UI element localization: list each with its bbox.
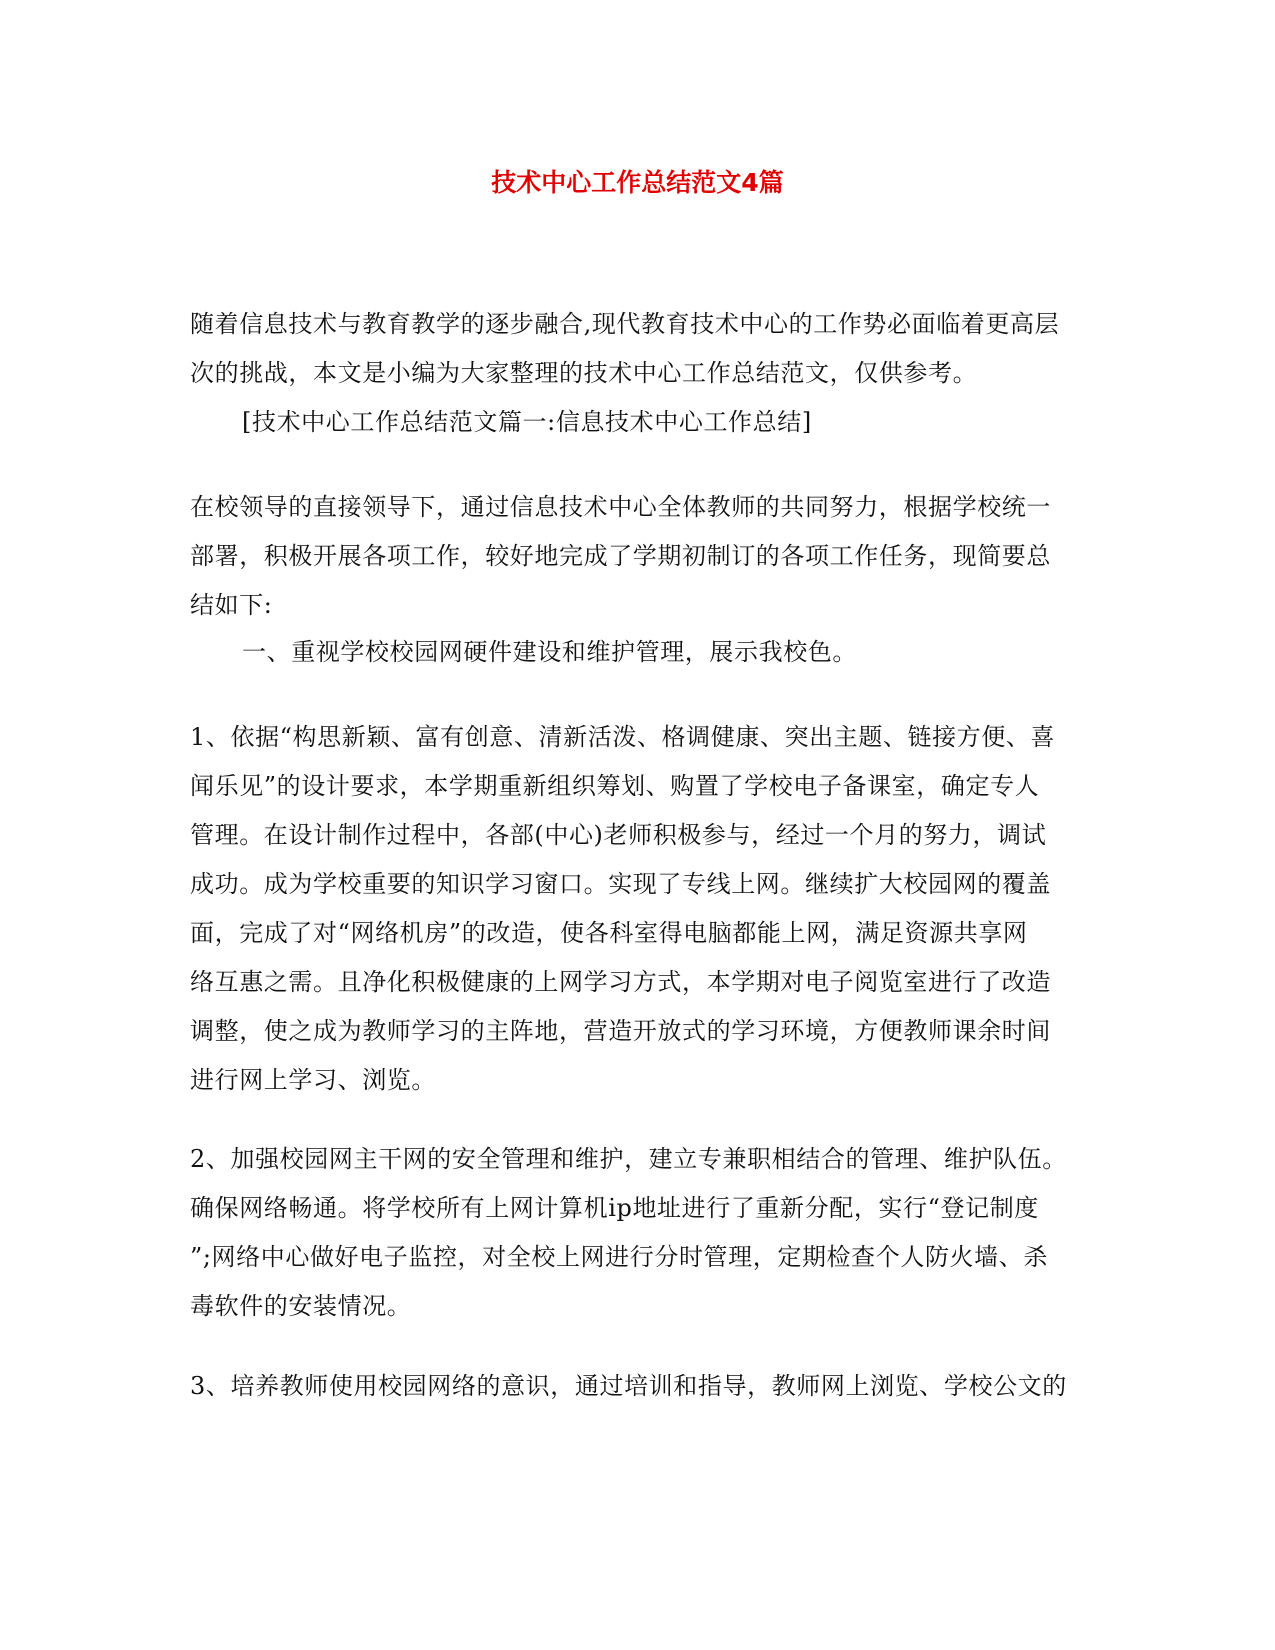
text-line: 随着信息技术与教育教学的逐步融合,现代教育技术中心的工作势必面临着更高层 bbox=[190, 310, 1060, 338]
text-line: 调整，使之成为教师学习的主阵地，营造开放式的学习环境，方便教师课余时间 bbox=[190, 1017, 1051, 1045]
text-line: 结如下: bbox=[190, 591, 273, 619]
text-line: 部署，积极开展各项工作，较好地完成了学期初制订的各项工作任务，现简要总 bbox=[190, 542, 1051, 570]
item-3 bbox=[190, 1362, 1090, 1411]
text-line: 毒软件的安装情况。 bbox=[190, 1292, 412, 1320]
heading-1: 一、重视学校校园网硬件建设和维护管理，展示我校色。 bbox=[242, 638, 857, 666]
paragraph-1 bbox=[190, 483, 1090, 630]
text-line: 2、加强校园网主干网的安全管理和维护，建立专兼职相结合的管理、维护队伍。 bbox=[190, 1145, 1067, 1173]
text-line: 次的挑战，本文是小编为大家整理的技术中心工作总结范文，仅供参考。 bbox=[190, 359, 978, 387]
document-title: 技术中心工作总结范文4篇 bbox=[491, 168, 784, 197]
text-line: ”;网络中心做好电子监控，对全校上网进行分时管理，定期检查个人防火墙、杀 bbox=[190, 1243, 1048, 1271]
text-line: 3、培养教师使用校园网络的意识，通过培训和指导，教师网上浏览、学校公文的 bbox=[190, 1372, 1067, 1400]
section-heading: [技术中心工作总结范文篇一:信息技术中心工作总结] bbox=[242, 408, 812, 436]
text-line: 在校领导的直接领导下，通过信息技术中心全体教师的共同努力，根据学校统一 bbox=[190, 493, 1051, 521]
item-2 bbox=[190, 1135, 1090, 1331]
text-line: 1、依据“构思新颖、富有创意、清新活泼、格调健康、突出主题、链接方便、喜 bbox=[190, 723, 1056, 751]
text-line: 确保网络畅通。将学校所有上网计算机ip地址进行了重新分配，实行“登记制度 bbox=[190, 1194, 1039, 1222]
text-line: 络互惠之需。且净化积极健康的上网学习方式，本学期对电子阅览室进行了改造 bbox=[190, 968, 1051, 996]
text-line: 面，完成了对“网络机房”的改造，使各科室得电脑都能上网，满足资源共享网 bbox=[190, 919, 1028, 947]
item-1 bbox=[190, 713, 1090, 1105]
text-line: 进行网上学习、浏览。 bbox=[190, 1066, 436, 1094]
intro-paragraph bbox=[190, 300, 1090, 398]
text-line: 成功。成为学校重要的知识学习窗口。实现了专线上网。继续扩大校园网的覆盖 bbox=[190, 870, 1051, 898]
text-line: 管理。在设计制作过程中，各部(中心)老师积极参与，经过一个月的努力，调试 bbox=[190, 821, 1047, 849]
text-line: 闻乐见”的设计要求，本学期重新组织筹划、购置了学校电子备课室，确定专人 bbox=[190, 772, 1040, 800]
